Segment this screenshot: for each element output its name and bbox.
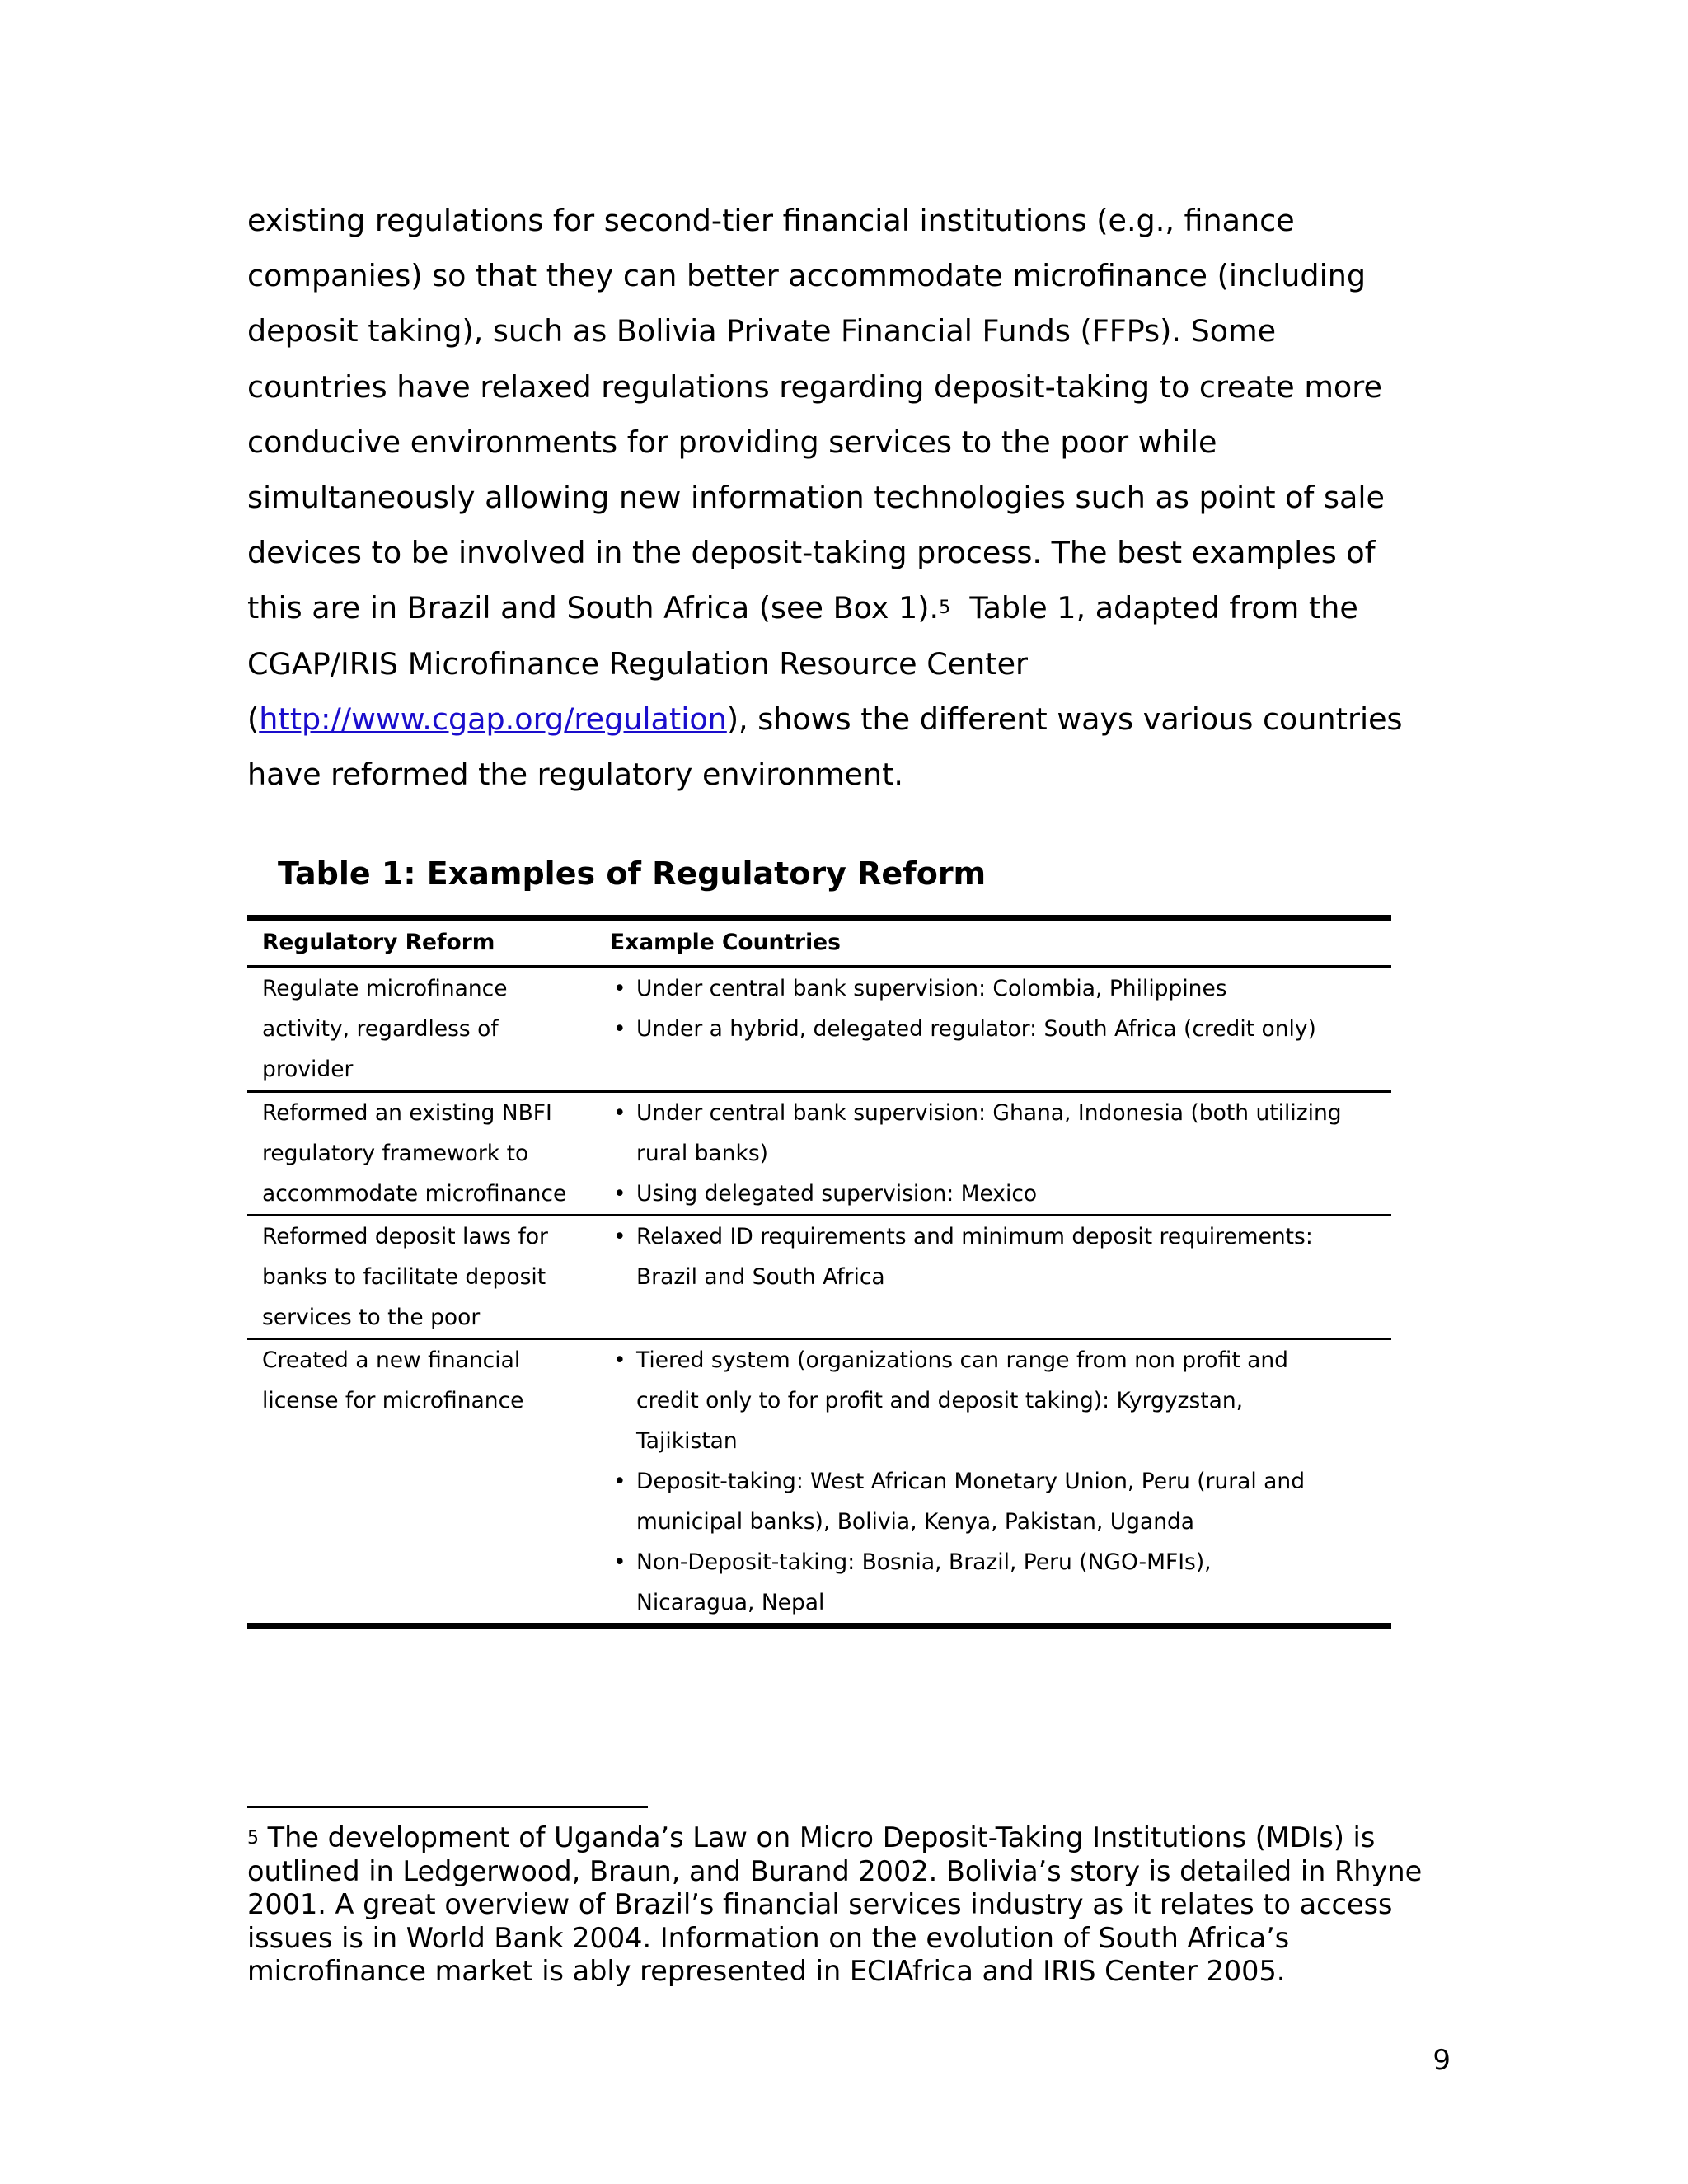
reform-text-line: activity, regardless of xyxy=(262,1016,499,1042)
body-line: CGAP/IRIS Microfinance Regulation Resource Center xyxy=(247,645,1029,682)
example-text-line: rural banks) xyxy=(636,1140,768,1166)
reform-text-line: provider xyxy=(262,1057,354,1082)
examples-cell xyxy=(595,1215,1391,1338)
list-item xyxy=(595,1542,1391,1623)
bullet-icon: • xyxy=(613,1180,626,1207)
bullet-icon: • xyxy=(613,1549,626,1575)
reform-text-line: Reformed an existing NBFI xyxy=(262,1099,552,1126)
example-text-line: Using delegated supervision: Mexico xyxy=(636,1180,1038,1207)
list-item xyxy=(595,1340,1391,1461)
body-text-segment: Table 1, adapted from the xyxy=(950,590,1358,626)
table-row xyxy=(247,1091,1391,1215)
footnote-line: 2001. A great overview of Brazil’s financial services industry as it relates to access xyxy=(247,1888,1393,1921)
footnote xyxy=(247,1821,1451,1989)
examples-cell xyxy=(595,967,1391,1091)
example-text-line: Under central bank supervision: Ghana, Indonesia (both utilizing xyxy=(636,1099,1342,1126)
table-title: Table 1: Examples of Regulatory Reform xyxy=(278,855,987,892)
example-text-line: Nicaragua, Nepal xyxy=(636,1589,825,1615)
page-number: 9 xyxy=(1432,2044,1451,2077)
reform-text-line: license for microfinance xyxy=(262,1387,524,1413)
body-line: countries have relaxed regulations regarding deposit-taking to create more xyxy=(247,368,1382,405)
body-paragraph xyxy=(247,193,1442,802)
body-line: companies) so that they can better accommodate microfinance (including xyxy=(247,258,1367,294)
list-item xyxy=(595,968,1391,1009)
body-line: conducive environments for providing services to the poor while xyxy=(247,424,1217,460)
list-item xyxy=(595,1009,1391,1049)
footnote-line xyxy=(247,1821,1451,1855)
table-row xyxy=(247,1338,1391,1625)
list-item xyxy=(595,1174,1391,1214)
reform-text-line: services to the poor xyxy=(262,1304,481,1330)
footnote-separator xyxy=(247,1806,648,1808)
body-line: simultaneously allowing new information technologies such as point of sale xyxy=(247,480,1385,516)
column-header-example-countries: Example Countries xyxy=(595,918,1391,968)
reform-cell xyxy=(247,967,595,1091)
example-list xyxy=(595,1216,1391,1297)
bullet-icon: • xyxy=(613,1468,626,1494)
examples-cell xyxy=(595,1091,1391,1215)
body-text-segment: this are in Brazil and South Africa (see Box 1). xyxy=(247,590,940,626)
footnote-line: outlined in Ledgerwood, Braun, and Burand 2002. Bolivia’s story is detailed in Rhyne xyxy=(247,1854,1423,1887)
bullet-icon: • xyxy=(613,976,626,1001)
reform-cell xyxy=(247,1215,595,1338)
column-header-regulatory-reform: Regulatory Reform xyxy=(247,918,595,968)
example-list xyxy=(595,968,1391,1049)
reform-text-line: Created a new financial xyxy=(262,1347,521,1373)
reform-text-line: Reformed deposit laws for xyxy=(262,1223,548,1249)
list-item xyxy=(595,1216,1391,1297)
reform-text-line: Regulate microfinance xyxy=(262,976,508,1001)
reform-text-line: banks to facilitate deposit xyxy=(262,1263,546,1290)
footnote-text-segment: The development of Uganda’s Law on Micro Deposit-Taking Institutions (MDIs) is xyxy=(259,1821,1376,1854)
example-text-line: Tiered system (organizations can range from non profit and xyxy=(636,1347,1289,1373)
list-item xyxy=(595,1461,1391,1542)
example-text-line: Brazil and South Africa xyxy=(636,1263,885,1290)
body-line: devices to be involved in the deposit-taking process. The best examples of xyxy=(247,535,1376,571)
cgap-regulation-link[interactable]: http://www.cgap.org/regulation xyxy=(259,701,727,737)
reform-cell xyxy=(247,1338,595,1625)
body-line xyxy=(247,580,1442,635)
examples-cell xyxy=(595,1338,1391,1625)
regulatory-reform-table xyxy=(247,915,1391,1629)
body-line: deposit taking), such as Bolivia Private Financial Funds (FFPs). Some xyxy=(247,313,1277,349)
reform-text-line: accommodate microfinance xyxy=(262,1180,567,1207)
bullet-icon: • xyxy=(613,1099,626,1126)
example-text-line: Non-Deposit-taking: Bosnia, Brazil, Peru (NGO-MFIs), xyxy=(636,1549,1212,1575)
footnote-reference[interactable]: 5 xyxy=(939,598,951,619)
reform-text-line: regulatory framework to xyxy=(262,1140,529,1166)
table-row xyxy=(247,967,1391,1091)
example-text-line: Under central bank supervision: Colombia, Philippines xyxy=(636,976,1227,1001)
example-text-line: credit only to for profit and deposit taking): Kyrgyzstan, xyxy=(636,1387,1244,1413)
bullet-icon: • xyxy=(613,1223,626,1249)
example-text-line: municipal banks), Bolivia, Kenya, Pakistan, Uganda xyxy=(636,1508,1195,1535)
example-text-line: Tajikistan xyxy=(636,1427,738,1454)
reform-cell xyxy=(247,1091,595,1215)
example-text-line: Deposit-taking: West African Monetary Union, Peru (rural and xyxy=(636,1468,1306,1494)
bullet-icon: • xyxy=(613,1016,626,1042)
bullet-icon: • xyxy=(613,1347,626,1373)
body-line: have reformed the regulatory environment. xyxy=(247,757,904,793)
table-row xyxy=(247,1215,1391,1338)
footnote-line: microfinance market is ably represented in ECIAfrica and IRIS Center 2005. xyxy=(247,1955,1286,1988)
footnote-number: 5 xyxy=(247,1828,259,1849)
body-text-segment: ( xyxy=(247,701,260,737)
body-text-segment: ), shows the different ways various countries xyxy=(726,701,1403,737)
table-header-row xyxy=(247,918,1391,968)
list-item xyxy=(595,1093,1391,1174)
example-text-line: Relaxed ID requirements and minimum deposit requirements: xyxy=(636,1223,1313,1249)
example-list xyxy=(595,1340,1391,1623)
body-line xyxy=(247,691,1442,747)
body-line: existing regulations for second-tier financial institutions (e.g., finance xyxy=(247,203,1295,238)
example-list xyxy=(595,1093,1391,1214)
example-text-line: Under a hybrid, delegated regulator: South Africa (credit only) xyxy=(636,1016,1316,1042)
footnote-line: issues is in World Bank 2004. Information on the evolution of South Africa’s xyxy=(247,1921,1290,1954)
